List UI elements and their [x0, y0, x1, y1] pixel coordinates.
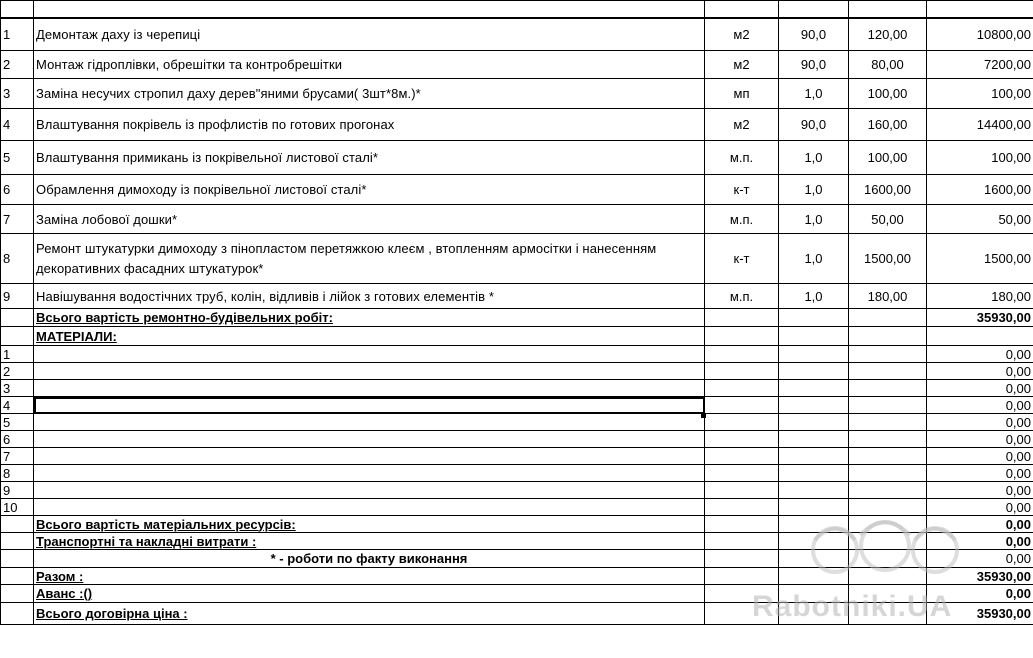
total-cell[interactable]: 0,00 [927, 448, 1033, 465]
unit-cell[interactable]: м.п. [705, 141, 779, 175]
material-row [1, 346, 1033, 363]
empty-cell[interactable] [779, 603, 849, 625]
work-row [1, 109, 1033, 141]
quantity-cell[interactable] [779, 397, 849, 414]
empty-cell[interactable] [705, 516, 779, 533]
header-row [1, 1, 1033, 18]
total-cell[interactable]: 100,00 [927, 79, 1033, 109]
unit-cell[interactable]: м2 [705, 109, 779, 141]
quantity-cell[interactable]: 90,0 [779, 18, 849, 51]
empty-cell[interactable] [705, 603, 779, 625]
header-cell[interactable] [849, 1, 927, 18]
work-row [1, 284, 1033, 309]
unit-cell[interactable] [705, 346, 779, 363]
header-cell[interactable] [779, 1, 849, 18]
work-row [1, 18, 1033, 51]
quantity-cell[interactable] [779, 380, 849, 397]
materials-heading[interactable]: МАТЕРІАЛИ: [34, 327, 705, 346]
material-row [1, 431, 1033, 448]
empty-cell[interactable] [849, 585, 927, 603]
transport-costs-value[interactable]: 0,00 [927, 533, 1033, 550]
total-cell[interactable]: 50,00 [927, 205, 1033, 234]
price-cell[interactable] [849, 363, 927, 380]
total-cell[interactable]: 0,00 [927, 397, 1033, 414]
empty-cell[interactable] [779, 568, 849, 585]
empty-cell[interactable] [779, 309, 849, 327]
empty-cell[interactable] [705, 550, 779, 568]
quantity-cell[interactable]: 1,0 [779, 284, 849, 309]
header-cell[interactable] [1, 1, 34, 18]
empty-cell[interactable] [849, 550, 927, 568]
header-cell[interactable] [927, 1, 1033, 18]
price-cell[interactable] [849, 448, 927, 465]
quantity-cell[interactable] [779, 448, 849, 465]
quantity-cell[interactable] [779, 346, 849, 363]
empty-cell[interactable] [849, 327, 927, 346]
total-cell[interactable]: 7200,00 [927, 51, 1033, 79]
work-description-cell[interactable]: Ремонт штукатурки димоходу з пінопластом перетяжкою клеєм , втопленням армосітки і нанесенням декоративних фасадних штукатурок* [34, 234, 705, 284]
work-description-cell[interactable]: Заміна несучих стропил даху дерев"яними брусами( 3шт*8м.)* [34, 79, 705, 109]
works-total-row [1, 309, 1033, 327]
total-cell[interactable]: 1600,00 [927, 175, 1033, 205]
material-name-cell[interactable] [34, 363, 705, 380]
row-number-cell[interactable]: 5 [1, 141, 34, 175]
price-cell[interactable] [849, 397, 927, 414]
header-cell[interactable] [705, 1, 779, 18]
quantity-cell[interactable] [779, 431, 849, 448]
work-row [1, 175, 1033, 205]
materials-heading-row [1, 327, 1033, 346]
material-name-cell[interactable] [34, 431, 705, 448]
unit-cell[interactable] [705, 448, 779, 465]
unit-cell[interactable]: м.п. [705, 284, 779, 309]
empty-cell[interactable] [705, 585, 779, 603]
work-description-cell[interactable]: Демонтаж даху із черепиці [34, 18, 705, 51]
empty-cell[interactable] [779, 585, 849, 603]
price-cell[interactable]: 80,00 [849, 51, 927, 79]
row-number-cell[interactable]: 10 [1, 499, 34, 516]
total-cell[interactable]: 0,00 [927, 363, 1033, 380]
empty-cell[interactable] [779, 550, 849, 568]
row-number-cell[interactable]: 7 [1, 205, 34, 234]
work-description-cell[interactable]: Навішування водостічних труб, колін, відливів і лійок з готових елементів * [34, 284, 705, 309]
quantity-cell[interactable]: 1,0 [779, 175, 849, 205]
header-cell[interactable] [34, 1, 705, 18]
contract-price-label[interactable]: Всього договірна ціна : [34, 603, 705, 625]
works-total-value[interactable]: 35930,00 [927, 309, 1033, 327]
price-cell[interactable] [849, 414, 927, 431]
footnote-row [1, 550, 1033, 568]
empty-cell[interactable] [779, 516, 849, 533]
material-row [1, 397, 1033, 414]
total-cell[interactable]: 0,00 [927, 380, 1033, 397]
work-row [1, 141, 1033, 175]
price-cell[interactable]: 1600,00 [849, 175, 927, 205]
unit-cell[interactable]: м.п. [705, 205, 779, 234]
row-number-cell[interactable]: 3 [1, 79, 34, 109]
works-total-label[interactable]: Всього вартість ремонтно-будівельних робіт: [34, 309, 705, 327]
unit-cell[interactable] [705, 380, 779, 397]
total-cell[interactable]: 0,00 [927, 346, 1033, 363]
materials-total-row [1, 516, 1033, 533]
empty-cell[interactable] [1, 533, 34, 550]
empty-cell[interactable] [849, 568, 927, 585]
advance-label[interactable]: Аванс :() [34, 585, 705, 603]
subtotal-label[interactable]: Разом : [34, 568, 705, 585]
quantity-cell[interactable] [779, 363, 849, 380]
price-cell[interactable] [849, 482, 927, 499]
work-description-cell[interactable]: Влаштування покрівель із профлистів по готових прогонах [34, 109, 705, 141]
empty-cell[interactable] [779, 533, 849, 550]
material-name-cell[interactable] [34, 499, 705, 516]
total-cell[interactable]: 14400,00 [927, 109, 1033, 141]
material-row [1, 499, 1033, 516]
quantity-cell[interactable]: 1,0 [779, 234, 849, 284]
price-cell[interactable] [849, 499, 927, 516]
work-row [1, 51, 1033, 79]
unit-cell[interactable] [705, 465, 779, 482]
price-cell[interactable] [849, 346, 927, 363]
unit-cell[interactable]: к-т [705, 175, 779, 205]
work-description-cell[interactable]: Влаштування примикань із покрівельної листової сталі* [34, 141, 705, 175]
empty-cell[interactable] [705, 309, 779, 327]
row-number-cell[interactable]: 4 [1, 109, 34, 141]
empty-cell[interactable] [1, 603, 34, 625]
total-cell[interactable]: 100,00 [927, 141, 1033, 175]
material-row [1, 482, 1033, 499]
material-row [1, 414, 1033, 431]
row-number-cell[interactable]: 3 [1, 380, 34, 397]
quantity-cell[interactable]: 1,0 [779, 79, 849, 109]
row-number-cell[interactable]: 8 [1, 234, 34, 284]
subtotal-value[interactable]: 35930,00 [927, 568, 1033, 585]
unit-cell[interactable] [705, 363, 779, 380]
work-description-cell[interactable]: Монтаж гідроплівки, обрешітки та контробрешітки [34, 51, 705, 79]
price-cell[interactable]: 120,00 [849, 18, 927, 51]
material-row [1, 465, 1033, 482]
selected-cell[interactable] [34, 397, 705, 414]
work-description-cell[interactable]: Заміна лобової дошки* [34, 205, 705, 234]
total-cell[interactable]: 0,00 [927, 414, 1033, 431]
price-cell[interactable]: 180,00 [849, 284, 927, 309]
total-cell[interactable]: 1500,00 [927, 234, 1033, 284]
price-cell[interactable]: 1500,00 [849, 234, 927, 284]
material-name-cell[interactable] [34, 448, 705, 465]
material-name-cell[interactable] [34, 346, 705, 363]
quantity-cell[interactable] [779, 414, 849, 431]
total-cell[interactable]: 0,00 [927, 482, 1033, 499]
row-number-cell[interactable]: 9 [1, 482, 34, 499]
total-cell[interactable]: 180,00 [927, 284, 1033, 309]
empty-cell[interactable] [849, 533, 927, 550]
watermark-text: Rabotniki.UA [752, 590, 953, 623]
material-name-cell[interactable] [34, 380, 705, 397]
empty-cell[interactable] [849, 516, 927, 533]
row-number-cell[interactable]: 6 [1, 175, 34, 205]
empty-cell[interactable] [705, 327, 779, 346]
unit-cell[interactable] [705, 482, 779, 499]
material-name-cell[interactable] [34, 482, 705, 499]
row-number-cell[interactable]: 8 [1, 465, 34, 482]
footnote-value[interactable]: 0,00 [927, 550, 1033, 568]
row-number-cell[interactable]: 6 [1, 431, 34, 448]
material-row [1, 363, 1033, 380]
material-row [1, 448, 1033, 465]
empty-cell[interactable] [849, 309, 927, 327]
unit-cell[interactable]: м2 [705, 18, 779, 51]
quantity-cell[interactable] [779, 482, 849, 499]
unit-cell[interactable] [705, 499, 779, 516]
unit-cell[interactable] [705, 397, 779, 414]
empty-cell[interactable] [779, 327, 849, 346]
row-number-cell[interactable]: 7 [1, 448, 34, 465]
work-row [1, 234, 1033, 284]
advance-row [1, 585, 1033, 603]
quantity-cell[interactable] [779, 465, 849, 482]
quantity-cell[interactable]: 1,0 [779, 205, 849, 234]
empty-cell[interactable] [1, 585, 34, 603]
empty-cell[interactable] [927, 327, 1033, 346]
empty-cell[interactable] [1, 568, 34, 585]
empty-cell[interactable] [705, 533, 779, 550]
materials-total-value[interactable]: 0,00 [927, 516, 1033, 533]
work-row [1, 79, 1033, 109]
row-number-cell[interactable]: 9 [1, 284, 34, 309]
quantity-cell[interactable]: 1,0 [779, 141, 849, 175]
total-cell[interactable]: 0,00 [927, 465, 1033, 482]
row-number-cell[interactable]: 2 [1, 363, 34, 380]
contract-price-row [1, 603, 1033, 625]
total-cell[interactable]: 10800,00 [927, 18, 1033, 51]
price-cell[interactable]: 50,00 [849, 205, 927, 234]
empty-cell[interactable] [1, 309, 34, 327]
price-cell[interactable]: 100,00 [849, 141, 927, 175]
row-number-cell[interactable]: 1 [1, 18, 34, 51]
empty-cell[interactable] [705, 568, 779, 585]
footnote-label[interactable]: * - роботи по факту виконання [34, 550, 705, 568]
unit-cell[interactable]: к-т [705, 234, 779, 284]
empty-cell[interactable] [1, 327, 34, 346]
price-cell[interactable]: 160,00 [849, 109, 927, 141]
subtotal-row [1, 568, 1033, 585]
price-cell[interactable] [849, 465, 927, 482]
transport-costs-row [1, 533, 1033, 550]
price-cell[interactable] [849, 380, 927, 397]
row-number-cell[interactable]: 5 [1, 414, 34, 431]
empty-cell[interactable] [1, 550, 34, 568]
unit-cell[interactable]: мп [705, 79, 779, 109]
selection-fill-handle[interactable] [701, 413, 706, 418]
total-cell[interactable]: 0,00 [927, 499, 1033, 516]
work-row [1, 205, 1033, 234]
work-description-cell[interactable]: Обрамлення димоходу із покрівельної листової сталі* [34, 175, 705, 205]
row-number-cell[interactable]: 2 [1, 51, 34, 79]
unit-cell[interactable]: м2 [705, 51, 779, 79]
materials-total-label[interactable]: Всього вартість матеріальних ресурсів: [34, 516, 705, 533]
material-row [1, 380, 1033, 397]
transport-costs-label[interactable]: Транспортні та накладні витрати : [34, 533, 705, 550]
row-number-cell[interactable]: 1 [1, 346, 34, 363]
row-number-cell[interactable]: 4 [1, 397, 34, 414]
advance-value[interactable]: 0,00 [927, 585, 1033, 603]
quantity-cell[interactable]: 90,0 [779, 109, 849, 141]
quantity-cell[interactable] [779, 499, 849, 516]
unit-cell[interactable] [705, 431, 779, 448]
material-name-cell[interactable] [34, 414, 705, 431]
quantity-cell[interactable]: 90,0 [779, 51, 849, 79]
material-name-cell[interactable] [34, 465, 705, 482]
empty-cell[interactable] [849, 603, 927, 625]
price-cell[interactable]: 100,00 [849, 79, 927, 109]
contract-price-value[interactable]: 35930,00 [927, 603, 1033, 625]
unit-cell[interactable] [705, 414, 779, 431]
total-cell[interactable]: 0,00 [927, 431, 1033, 448]
price-cell[interactable] [849, 431, 927, 448]
empty-cell[interactable] [1, 516, 34, 533]
